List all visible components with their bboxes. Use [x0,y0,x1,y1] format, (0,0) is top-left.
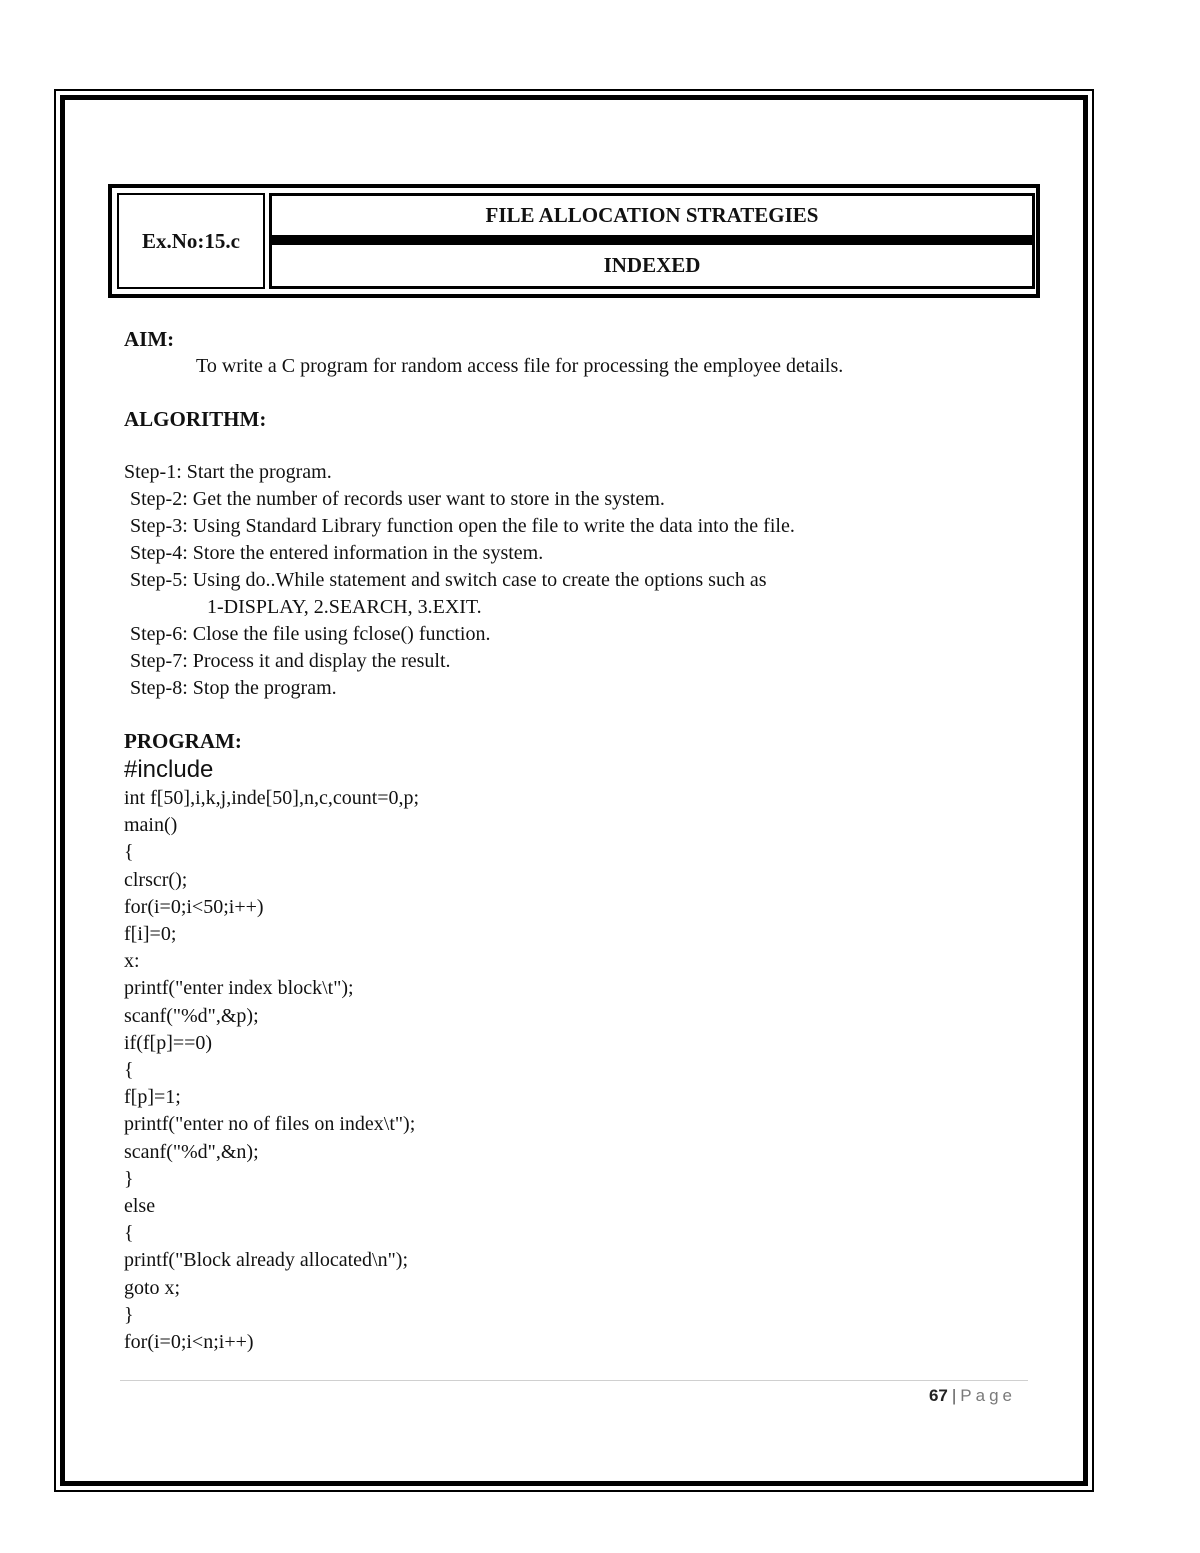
algorithm-step: Step-5: Using do..While statement and switch case to create the options such as [130,569,767,591]
algorithm-step-continued: 1-DISPLAY, 2.SEARCH, 3.EXIT. [207,596,482,618]
code-line: } [124,1303,134,1326]
program-code [124,755,1024,1356]
program-heading: PROGRAM: [124,729,242,753]
code-line: else [124,1195,156,1218]
code-line: scanf("%d",&n); [124,1140,259,1163]
code-line: int f[50],i,k,j,inde[50],n,c,count=0,p; [124,787,420,809]
exercise-number: Ex.No:15.c [117,193,265,289]
algorithm-step: Step-7: Process it and display the result. [130,650,451,672]
code-line: if(f[p]==0) [124,1031,213,1054]
algorithm-step: Step-8: Stop the program. [130,677,337,699]
page-footer [929,1386,1016,1406]
page-number: 67 [928,1386,948,1405]
code-line: { [124,1222,134,1245]
code-line: printf("Block already allocated\n"); [124,1249,408,1272]
code-line: scanf("%d",&p); [124,1004,259,1027]
code-line: { [124,1059,134,1082]
code-line: printf("enter no of files on index\t"); [124,1113,416,1136]
algorithm-step: Step-3: Using Standard Library function open the file to write the data into the file. [130,515,795,537]
aim-text: To write a C program for random access file for processing the employee details. [196,355,844,377]
code-line: for(i=0;i<50;i++) [124,895,264,918]
code-line: main() [124,814,178,837]
algorithm-step: Step-1: Start the program. [124,461,332,483]
code-line: clrscr(); [124,868,188,891]
algorithm-step: Step-4: Store the entered information in the system. [130,542,544,564]
page-label: Page [960,1386,1016,1405]
code-line: f[p]=1; [124,1086,181,1109]
code-line: { [124,841,134,864]
algorithm-step: Step-2: Get the number of records user want to store in the system. [130,488,665,510]
code-line: for(i=0;i<n;i++) [124,1331,254,1354]
code-line: printf("enter index block\t"); [124,977,354,1000]
code-line: x: [124,950,140,973]
page-title: FILE ALLOCATION STRATEGIES [269,193,1035,238]
footer-rule [120,1380,1028,1381]
document-body [124,326,1024,1356]
code-line: goto x; [124,1276,181,1299]
page-subtitle: INDEXED [269,242,1035,289]
code-line: f[i]=0; [124,923,177,946]
footer-separator: | [951,1386,957,1405]
algorithm-step: Step-6: Close the file using fclose() function. [130,623,491,645]
code-include: #include [124,756,214,783]
code-line: } [124,1167,134,1190]
aim-heading: AIM: [124,327,175,351]
algorithm-heading: ALGORITHM: [124,407,267,431]
header-table [108,184,1040,298]
